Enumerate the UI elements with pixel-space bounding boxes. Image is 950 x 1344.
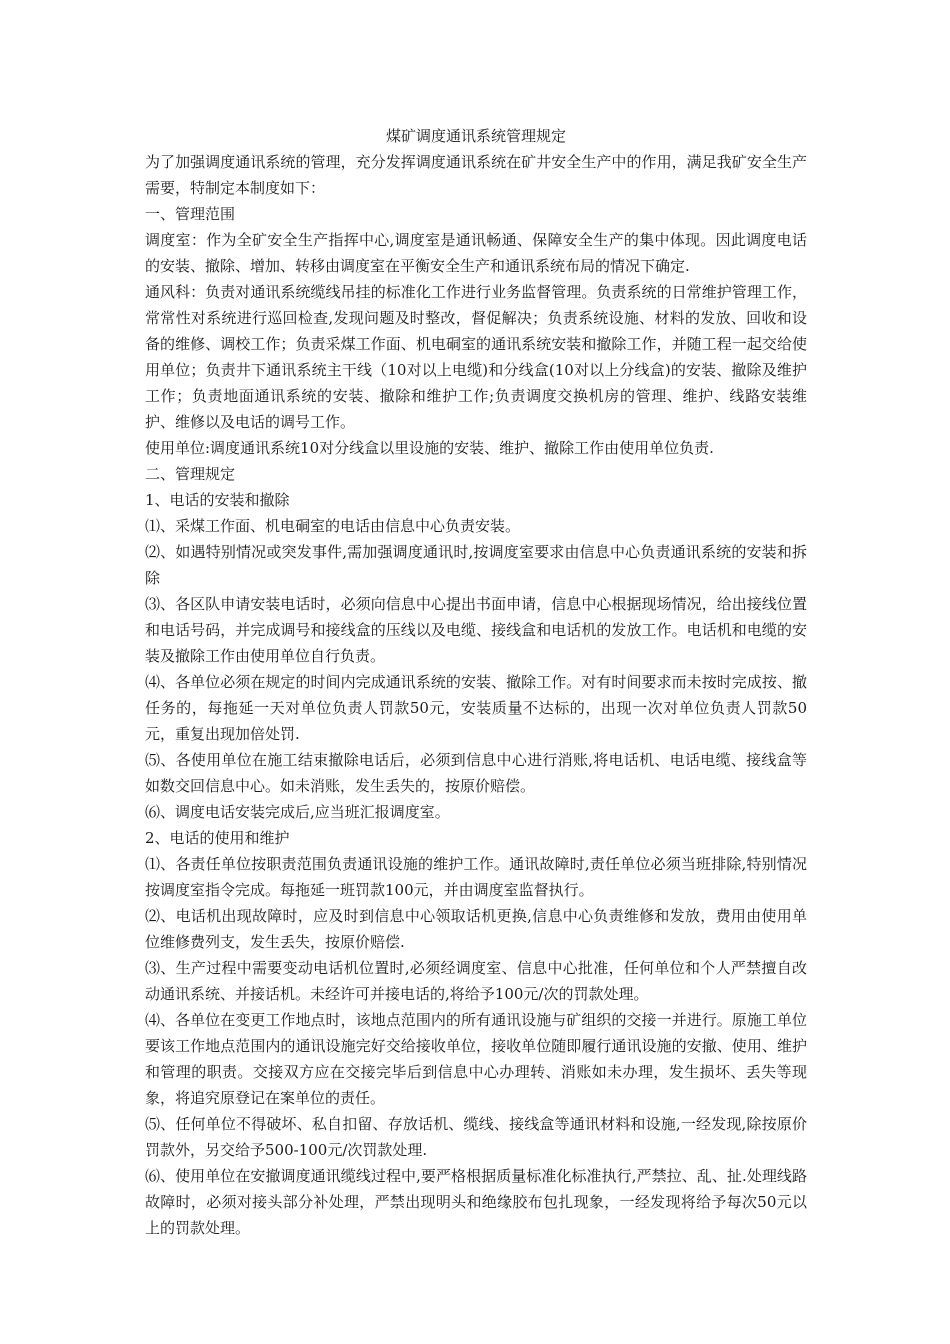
intro-paragraph: 为了加强调度通讯系统的管理，充分发挥调度通讯系统在矿井安全生产中的作用，满足我矿安全生产需要，特制定本制度如下： [145, 153, 807, 197]
rule-maintain-4: ⑷、各单位在变更工作地点时，该地点范围内的所有通讯设施与矿组织的交接一并进行。原施工单位要该工作地点范围内的通讯设施完好交给接收单位，接收单位随即履行通讯设施的安撤、使用、维护和管理的职责。交接双方应在交接完毕后到信息中心办理转、消账如未办理，发生损坏、丢失等现象，将追究原登记在案单位的责任。 [145, 1011, 807, 1107]
rule-install-3: ⑶、各区队申请安装电话时，必须向信息中心提出书面申请，信息中心根据现场情况，给出接线位置和电话号码，并完成调号和接线盒的压线以及电缆、接线盒和电话机的发放工作。电话机和电缆的安装及撤除工作由使用单位自行负责。 [145, 595, 807, 665]
rule-maintain-6: ⑹、使用单位在安撤调度通讯缆线过程中,要严格根据质量标准化标准执行,严禁拉、乱、扯.处理线路故障时，必须对接头部分补处理，严禁出现明头和绝缘胶布包扎现象，一经发现将给予每次50元以上的罚款处理。 [145, 1167, 807, 1237]
paragraph-user-unit: 使用单位:调度通讯系统10对分线盒以里设施的安装、维护、撤除工作由使用单位负责. [145, 439, 714, 457]
rule-install-1: ⑴、采煤工作面、机电硐室的电话由信息中心负责安装。 [145, 517, 521, 535]
subsection-heading-maintain: 2、电话的使用和维护 [145, 829, 290, 847]
rule-maintain-3: ⑶、生产过程中需要变动电话机位置时,必须经调度室、信息中心批准，任何单位和个人严禁擅自改动通讯系统、并接话机。未经许可并接电话的,将给予100元/次的罚款处理。 [145, 959, 807, 1003]
rule-maintain-5: ⑸、任何单位不得破坏、私自扣留、存放话机、缆线、接线盒等通讯材料和设施,一经发现,除按原价罚款外，另交给予500-100元/次罚款处理. [145, 1115, 807, 1159]
section-heading-rules: 二、管理规定 [145, 465, 236, 483]
rule-maintain-1: ⑴、各责任单位按职责范围负责通讯设施的维护工作。通讯故障时,责任单位必须当班排除,特别情况按调度室指令完成。每拖延一班罚款100元，并由调度室监督执行。 [145, 855, 807, 899]
rule-install-6: ⑹、调度电话安装完成后,应当班汇报调度室。 [145, 803, 450, 821]
document-page [145, 123, 807, 1241]
document-title: 煤矿调度通讯系统管理规定 [385, 127, 566, 145]
section-heading-scope: 一、管理范围 [145, 205, 236, 223]
rule-install-5: ⑸、各使用单位在施工结束撤除电话后，必须到信息中心进行消账,将电话机、电话电缆、接线盒等如数交回信息中心。如未消账，发生丢失的，按原价赔偿。 [145, 751, 807, 795]
subsection-heading-install: 1、电话的安装和撤除 [145, 491, 290, 509]
rule-install-4: ⑷、各单位必须在规定的时间内完成通讯系统的安装、撤除工作。对有时间要求而未按时完成按、撤任务的，每拖延一天对单位负责人罚款50元，安装质量不达标的，出现一次对单位负责人罚款50元，重复出现加倍处罚. [145, 673, 807, 743]
rule-maintain-2: ⑵、电话机出现故障时，应及时到信息中心领取话机更换,信息中心负责维修和发放，费用由使用单位维修费列支，发生丢失，按原价赔偿. [145, 907, 807, 951]
rule-install-2: ⑵、如遇特别情况或突发事件,需加强调度通讯时,按调度室要求由信息中心负责通讯系统的安装和拆除 [145, 543, 807, 587]
paragraph-dispatch-room: 调度室：作为全矿安全生产指挥中心,调度室是通讯畅通、保障安全生产的集中体现。因此调度电话的安装、撤除、增加、转移由调度室在平衡安全生产和通讯系统布局的情况下确定. [145, 231, 807, 275]
paragraph-ventilation-dept: 通风科：负责对通讯系统缆线吊挂的标准化工作进行业务监督管理。负责系统的日常维护管理工作，常常性对系统进行巡回检查,发现问题及时整改，督促解决；负责系统设施、材料的发放、回收和设备的维修、调校工作；负责采煤工作面、机电硐室的通讯系统安装和撤除工作，并随工程一起交给使用单位；负责井下通讯系统主干线（10对以上电缆)和分线盒(10对以上分线盒)的安装、撤除及维护工作；负责地面通讯系统的安装、撤除和维护工作;负责调度交换机房的管理、维护、线路安装维护、维修以及电话的调号工作。 [145, 283, 807, 431]
